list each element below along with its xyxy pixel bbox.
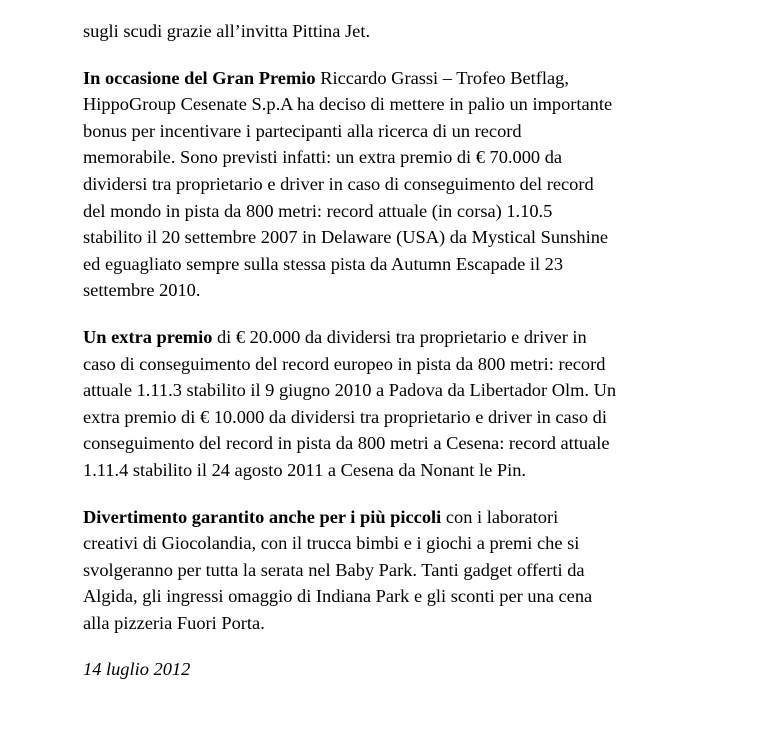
text-line: del mondo in pista da 800 metri: record attuale (in corsa) 1.10.5 <box>83 200 553 221</box>
text-line: extra premio di € 10.000 da dividersi tra proprietario e driver in caso di <box>83 406 607 427</box>
bold-lead: Divertimento garantito anche per i più piccoli <box>83 506 442 527</box>
text-line: creativi di Giocolandia, con il trucca bimbi e i giochi a premi che si <box>83 533 580 554</box>
text-line: stabilito il 20 settembre 2007 in Delaware (USA) da Mystical Sunshine <box>83 227 609 248</box>
text-line <box>83 324 723 351</box>
text-line: sugli scudi grazie all’invitta Pittina Jet. <box>83 21 371 41</box>
text-run: con i laboratori <box>441 506 559 527</box>
text-line: caso di conseguimento del record europeo in pista da 800 metri: record <box>83 353 606 374</box>
bold-lead: Un extra premio <box>83 326 213 347</box>
text-line: settembre 2010. <box>83 280 201 301</box>
text-line <box>83 504 723 531</box>
paragraph-spacer <box>83 636 723 656</box>
intro-paragraph <box>83 18 723 45</box>
text-line: 1.11.4 stabilito il 24 agosto 2011 a Cesena da Nonant le Pin. <box>83 459 527 480</box>
text-line: ed eguagliato sempre sulla stessa pista da Autumn Escapade il 23 <box>83 253 564 274</box>
text-line: bonus per incentivare i partecipanti alla ricerca di un record <box>83 120 522 141</box>
text-line: svolgeranno per tutta la serata nel Baby Park. Tanti gadget offerti da <box>83 559 585 580</box>
paragraph-spacer <box>83 45 723 65</box>
text-line: Algida, gli ingressi omaggio di Indiana Park e gli sconti per una cena <box>83 586 593 607</box>
text-line: attuale 1.11.3 stabilito il 9 giugno 2010 a Padova da Libertador Olm. Un <box>83 380 617 401</box>
paragraph-spacer <box>83 304 723 324</box>
document-page <box>83 18 723 683</box>
text-line: alla pizzeria Fuori Porta. <box>83 612 265 633</box>
text-line: conseguimento del record in pista da 800 metri a Cesena: record attuale <box>83 433 610 454</box>
text-line: dividersi tra proprietario e driver in caso di conseguimento del record <box>83 173 594 194</box>
text-run: Riccardo Grassi – Trofeo Betflag, <box>315 67 569 88</box>
paragraph-spacer <box>83 484 723 504</box>
paragraph-divertimento <box>83 504 723 637</box>
document-date: 14 luglio 2012 <box>83 659 191 680</box>
paragraph-gran-premio <box>83 65 723 304</box>
text-line: memorabile. Sono previsti infatti: un extra premio di € 70.000 da <box>83 147 563 168</box>
text-run: di € 20.000 da dividersi tra proprietario e driver in <box>212 326 587 347</box>
text-line <box>83 65 723 92</box>
text-line: HippoGroup Cesenate S.p.A ha deciso di mettere in palio un importante <box>83 94 613 115</box>
paragraph-extra-premio <box>83 324 723 484</box>
date-paragraph <box>83 656 723 683</box>
bold-lead: In occasione del Gran Premio <box>83 67 316 88</box>
